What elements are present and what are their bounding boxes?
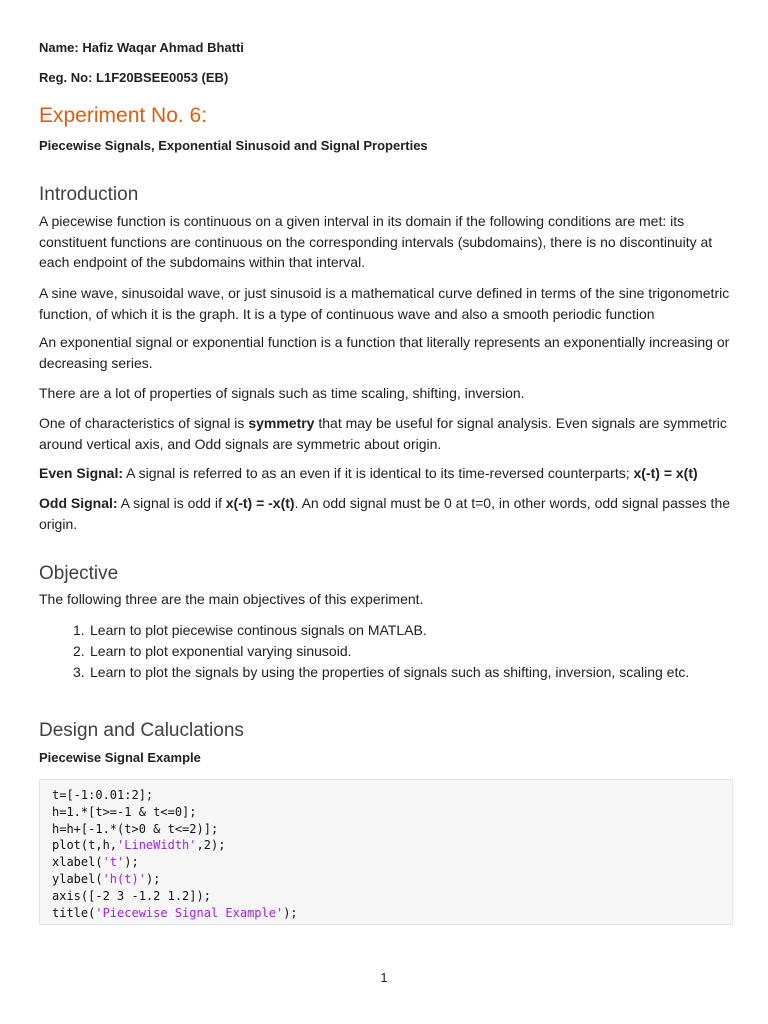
list-item (39, 662, 689, 683)
objective-intro: The following three are the main objectives of this experiment. (39, 591, 424, 607)
code-token: ylabel( (52, 871, 103, 886)
intro-paragraph-2: A sine wave, sinusoidal wave, or just sinusoid is a mathematical curve defined in terms of the sine trigonometric function, of which it is the graph. It is a type of continuous wave and also a smooth periodic function (39, 285, 730, 322)
p5-text-b: that may be useful for signal analysis. Even signals are symmetric around vertical axis, and Odd signals are symmetric about origin. (39, 415, 727, 452)
odd-signal-text-a: A signal is odd if (117, 495, 226, 511)
list-item-number: 1. (73, 622, 85, 638)
code-token: xlabel( (52, 855, 103, 870)
code-token: title( (52, 905, 96, 920)
odd-signal-formula: x(-t) = -x(t) (225, 495, 295, 511)
introduction-heading: Introduction (39, 184, 139, 205)
intro-paragraph-1: A piecewise function is continuous on a given interval in its domain if the following conditions are met: its constituent functions are continuous on the corresponding intervals (subdomains), there is no discontinuity at each endpoint of the subdomains within that interval. (39, 213, 713, 270)
code-string: 'LineWidth' (117, 838, 197, 853)
author-name: Name: Hafiz Waqar Ahmad Bhatti (39, 40, 244, 55)
code-token: ); (145, 871, 161, 886)
odd-signal-label: Odd Signal: (39, 495, 118, 511)
code-line-8 (52, 906, 298, 920)
page-number: 1 (380, 970, 388, 985)
list-item (39, 620, 689, 641)
list-item (39, 641, 689, 662)
code-token: plot(t,h, (52, 838, 118, 853)
code-line-6 (52, 872, 160, 886)
code-line-4 (52, 838, 225, 852)
intro-paragraph-5 (39, 413, 733, 454)
code-token: ); (124, 855, 139, 870)
code-line-5 (52, 855, 139, 869)
objectives-list (39, 620, 689, 683)
list-item-number: 3. (73, 664, 85, 680)
code-string: 'Piecewise Signal Example' (95, 905, 284, 920)
design-heading: Design and Caluclations (39, 720, 244, 741)
intro-paragraph-3: An exponential signal or exponential function is a function that literally represents an exponentially increasing or decreasing series. (39, 334, 730, 371)
odd-signal-text-b: . An odd signal must be 0 at t=0, in other words, odd signal passes the origin. (39, 495, 731, 532)
code-line-1: t=[-1:0.01:2]; (52, 788, 154, 802)
list-item-number: 2. (73, 643, 85, 659)
list-item-text: Learn to plot the signals by using the properties of signals such as shifting, inversion, scaling etc. (90, 664, 690, 680)
code-token: ); (283, 905, 298, 920)
code-token: ,2); (196, 838, 226, 853)
piecewise-example-heading: Piecewise Signal Example (39, 750, 201, 765)
code-line-7: axis([-2 3 -1.2 1.2]); (52, 888, 211, 903)
matlab-code-block (39, 779, 733, 925)
even-signal-definition (39, 463, 733, 484)
even-signal-text: A signal is referred to as an even if it is identical to its time-reversed counterparts; (123, 465, 634, 481)
registration-number: Reg. No: L1F20BSEE0053 (EB) (39, 70, 229, 85)
p5-text-a: One of characteristics of signal is (39, 415, 249, 431)
even-signal-formula: x(-t) = x(t) (633, 465, 698, 481)
code-line-3: h=h+[-1.*(t>0 & t<=2)]; (52, 821, 219, 836)
experiment-subtitle: Piecewise Signals, Exponential Sinusoid and Signal Properties (39, 138, 428, 153)
code-string: 'h(t)' (102, 871, 146, 886)
experiment-title: Experiment No. 6: (39, 104, 208, 127)
list-item-text: Learn to plot piecewise continous signals on MATLAB. (90, 622, 427, 638)
even-signal-label: Even Signal: (39, 465, 124, 481)
code-string: 't' (102, 855, 125, 870)
odd-signal-definition (39, 493, 733, 534)
list-item-text: Learn to plot exponential varying sinusoid. (90, 643, 352, 659)
objective-heading: Objective (39, 563, 119, 584)
code-line-2: h=1.*[t>=-1 & t<=0]; (52, 804, 197, 819)
intro-paragraph-4: There are a lot of properties of signals such as time scaling, shifting, inversion. (39, 385, 525, 401)
symmetry-term: symmetry (248, 415, 315, 431)
